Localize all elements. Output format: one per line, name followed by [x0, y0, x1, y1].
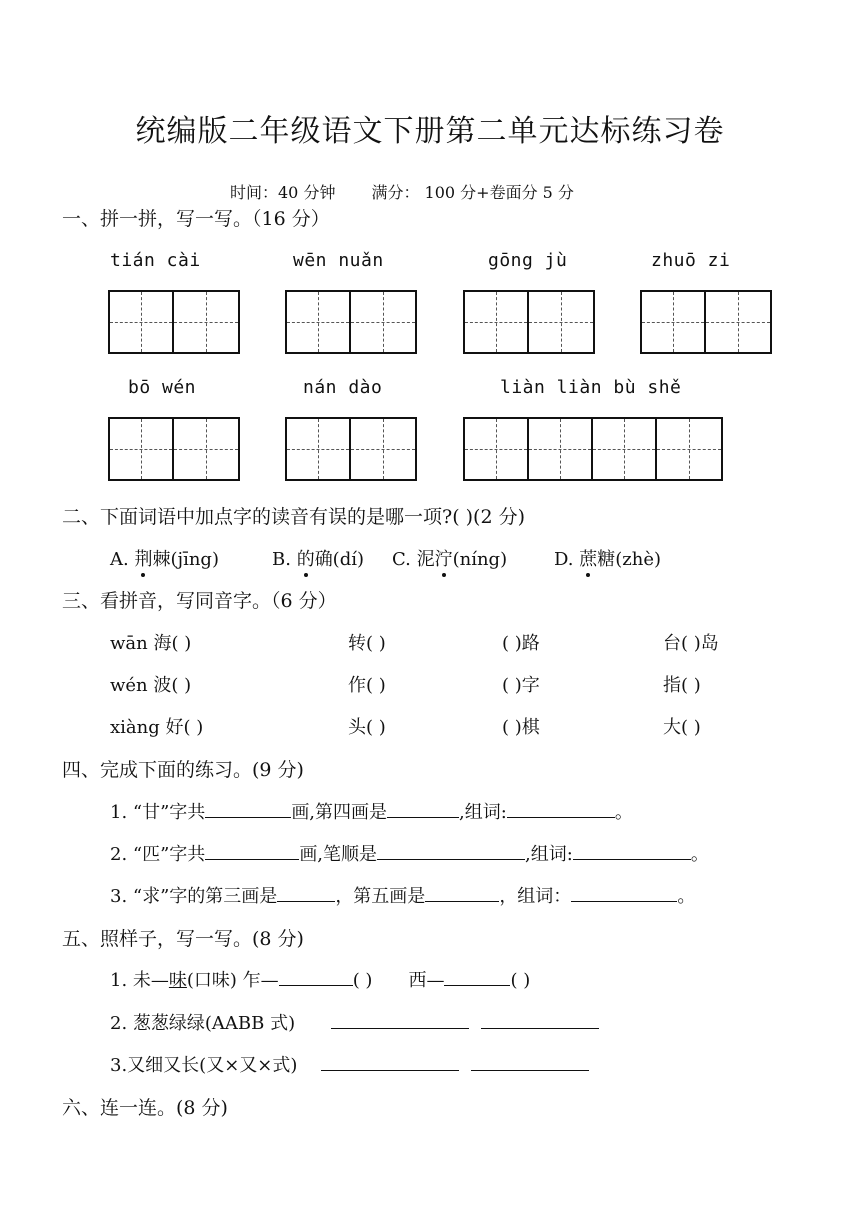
example-line [110, 1051, 589, 1077]
exercise-line [110, 840, 709, 866]
exercise-line [110, 798, 633, 824]
full-score: 满分： 100 分+卷面分 5 分 [371, 183, 574, 202]
exercise-text: 3. “求”字的第三画是 [110, 886, 278, 907]
answer-blank[interactable] [377, 841, 525, 860]
exercise-text: ，组词： [499, 886, 572, 907]
homophone-item[interactable]: wān 海( ) [110, 633, 192, 654]
option-text: 确(dí) [314, 549, 365, 570]
exercise-text: 1. 未— [110, 970, 169, 991]
answer-blank[interactable] [321, 1052, 459, 1071]
answer-blank[interactable] [205, 841, 299, 860]
exam-meta [230, 180, 574, 203]
option-b[interactable] [272, 545, 364, 571]
answer-blank[interactable] [425, 883, 499, 902]
option-text: 糖(zhè) [597, 549, 662, 570]
section-2-heading: 二、下面词语中加点字的读音有误的是哪一项?( )(2 分) [62, 506, 526, 528]
answer-blank[interactable] [387, 799, 459, 818]
answer-paren[interactable]: ( ) [510, 970, 531, 991]
answer-blank[interactable] [571, 883, 677, 902]
option-c[interactable] [392, 545, 507, 571]
answer-blank[interactable] [331, 1010, 469, 1029]
section-6-heading: 六、连一连。(8 分) [62, 1097, 228, 1119]
answer-paren[interactable]: ( ) [352, 970, 373, 991]
pinyin-label: tián cài [110, 250, 201, 271]
pinyin-label: zhuō zi [651, 250, 731, 271]
writing-grid[interactable] [640, 290, 772, 354]
exercise-text: ,组词: [525, 844, 573, 865]
example-line [110, 1009, 599, 1035]
option-a[interactable] [110, 545, 219, 571]
dotted-char: 的 [296, 549, 315, 570]
option-letter: A. [110, 549, 129, 570]
example-line [110, 966, 530, 992]
answer-blank[interactable] [481, 1010, 599, 1029]
answer-blank[interactable] [444, 967, 510, 986]
exercise-text: (口味) 乍— [186, 970, 279, 991]
homophone-item[interactable]: 大( ) [663, 717, 701, 738]
homophone-item[interactable]: 作( ) [348, 675, 386, 696]
homophone-item[interactable]: 台( )岛 [663, 633, 719, 654]
writing-grid[interactable] [463, 290, 595, 354]
option-letter: C. [392, 549, 411, 570]
pinyin-label: gōng jù [488, 250, 568, 271]
exercise-text: 2. “匹”字共 [110, 844, 206, 865]
exercise-text: 2. 葱葱绿绿(AABB 式) [110, 1013, 296, 1034]
pinyin-label: nán dào [303, 377, 383, 398]
dotted-char: 泞 [434, 549, 453, 570]
section-5-heading: 五、照样子，写一写。(8 分) [62, 928, 304, 950]
writing-grid[interactable] [285, 290, 417, 354]
homophone-item[interactable]: 指( ) [663, 675, 701, 696]
option-text: 泥 [416, 549, 435, 570]
exercise-text: 画,笔顺是 [299, 844, 378, 865]
exercise-text: ，第五画是 [335, 886, 426, 907]
section-1-heading: 一、拼一拼，写一写。（16 分） [62, 208, 330, 230]
homophone-item[interactable]: wén 波( ) [110, 675, 192, 696]
option-text: 棘(jīng) [152, 549, 219, 570]
underlined-char: 味 [168, 970, 187, 991]
section-3-heading: 三、看拼音，写同音字。（6 分） [62, 590, 337, 612]
time-limit: 时间：40 分钟 [230, 183, 336, 202]
answer-blank[interactable] [507, 799, 615, 818]
pinyin-label: wēn nuǎn [293, 250, 384, 271]
exercise-text: 画,第四画是 [291, 802, 388, 823]
homophone-item[interactable]: 头( ) [348, 717, 386, 738]
writing-grid[interactable] [108, 290, 240, 354]
writing-grid[interactable] [463, 417, 723, 481]
answer-blank[interactable] [279, 967, 353, 986]
option-d[interactable] [554, 545, 661, 571]
answer-blank[interactable] [471, 1052, 589, 1071]
exercise-line [110, 882, 695, 908]
dotted-char: 荆 [134, 549, 153, 570]
dotted-char: 蔗 [579, 549, 598, 570]
section-4-heading: 四、完成下面的练习。(9 分) [62, 759, 304, 781]
homophone-item[interactable]: 转( ) [348, 633, 386, 654]
answer-blank[interactable] [205, 799, 291, 818]
homophone-item[interactable]: ( )字 [502, 675, 540, 696]
writing-grid[interactable] [108, 417, 240, 481]
homophone-item[interactable]: ( )棋 [502, 717, 540, 738]
option-text: (níng) [452, 549, 508, 570]
answer-blank[interactable] [573, 841, 691, 860]
page-title: 统编版二年级语文下册第二单元达标练习卷 [135, 114, 725, 149]
pinyin-label: bō wén [128, 377, 197, 398]
exercise-text: ,组词: [459, 802, 507, 823]
option-letter: D. [554, 549, 574, 570]
option-letter: B. [272, 549, 291, 570]
exercise-text: 西— [408, 970, 445, 991]
exercise-text: 。 [677, 886, 696, 907]
homophone-item[interactable]: xiàng 好( ) [110, 717, 204, 738]
exercise-text: 3.又细又长(又×又×式) [110, 1055, 298, 1076]
answer-blank[interactable] [277, 883, 335, 902]
writing-grid[interactable] [285, 417, 417, 481]
exercise-text: 。 [690, 844, 709, 865]
pinyin-label: liàn liàn bù shě [500, 377, 682, 398]
exercise-text: 。 [614, 802, 633, 823]
exercise-text: 1. “甘”字共 [110, 802, 206, 823]
homophone-item[interactable]: ( )路 [502, 633, 540, 654]
